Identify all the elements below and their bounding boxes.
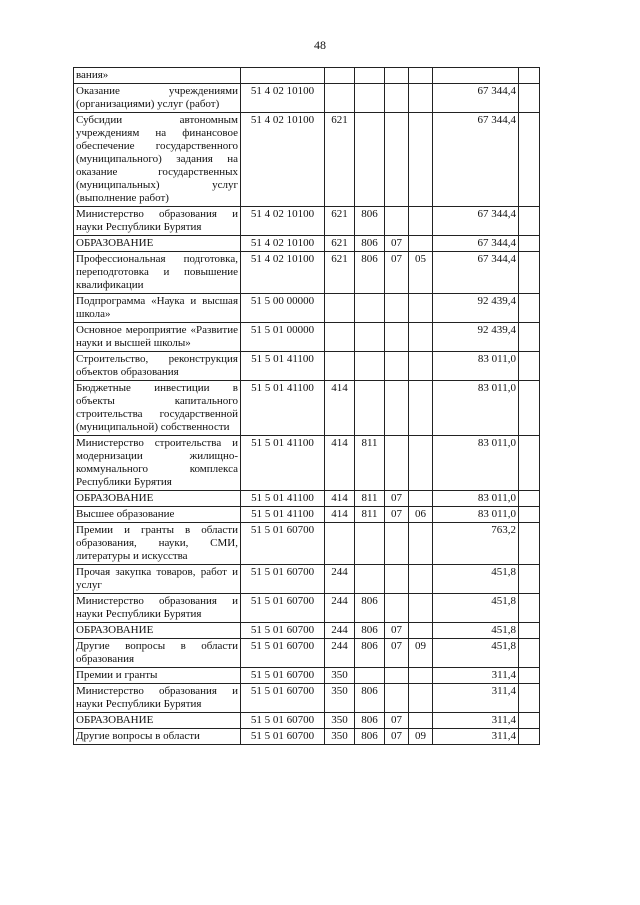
expense-type-code-cell: 414 <box>325 507 355 523</box>
table-row <box>74 84 540 113</box>
ministry-code-cell: 811 <box>355 507 385 523</box>
empty-cell <box>519 207 540 236</box>
empty-cell <box>519 436 540 491</box>
empty-cell <box>519 236 540 252</box>
subsection-code-cell <box>409 352 433 381</box>
section-code-cell: 07 <box>385 236 409 252</box>
empty-cell <box>519 729 540 745</box>
subsection-code-cell <box>409 594 433 623</box>
target-article-code-cell: 51 5 01 60700 <box>241 623 325 639</box>
subsection-code-cell <box>409 491 433 507</box>
table-row <box>74 507 540 523</box>
amount-cell: 83 011,0 <box>433 491 519 507</box>
ministry-code-cell: 806 <box>355 713 385 729</box>
table-row <box>74 594 540 623</box>
table-row <box>74 623 540 639</box>
expense-type-code-cell: 350 <box>325 684 355 713</box>
section-code-cell <box>385 84 409 113</box>
subsection-code-cell <box>409 436 433 491</box>
target-article-code-cell: 51 5 01 60700 <box>241 639 325 668</box>
table-row <box>74 323 540 352</box>
row-name-cell: Другие вопросы в области <box>74 729 241 745</box>
empty-cell <box>519 565 540 594</box>
expense-type-code-cell: 350 <box>325 713 355 729</box>
row-name-cell: Бюджетные инвестиции в объекты капитального строительства государственной (муниципальной) собственности <box>74 381 241 436</box>
amount-cell: 763,2 <box>433 523 519 565</box>
subsection-code-cell <box>409 381 433 436</box>
ministry-code-cell <box>355 113 385 207</box>
amount-cell: 451,8 <box>433 594 519 623</box>
amount-cell: 67 344,4 <box>433 207 519 236</box>
section-code-cell: 07 <box>385 507 409 523</box>
section-code-cell: 07 <box>385 491 409 507</box>
empty-cell <box>519 491 540 507</box>
table-row <box>74 68 540 84</box>
amount-cell: 67 344,4 <box>433 236 519 252</box>
section-code-cell <box>385 294 409 323</box>
target-article-code-cell: 51 5 01 60700 <box>241 523 325 565</box>
row-name-cell: Профессиональная подготовка, переподготовка и повышение квалификации <box>74 252 241 294</box>
row-name-cell: Прочая закупка товаров, работ и услуг <box>74 565 241 594</box>
section-code-cell <box>385 594 409 623</box>
ministry-code-cell <box>355 84 385 113</box>
table-row <box>74 236 540 252</box>
table-row <box>74 113 540 207</box>
row-name-cell: ОБРАЗОВАНИЕ <box>74 236 241 252</box>
row-name-cell: ОБРАЗОВАНИЕ <box>74 713 241 729</box>
empty-cell <box>519 507 540 523</box>
expense-type-code-cell: 414 <box>325 436 355 491</box>
empty-cell <box>519 381 540 436</box>
subsection-code-cell <box>409 684 433 713</box>
amount-cell: 83 011,0 <box>433 352 519 381</box>
target-article-code-cell: 51 4 02 10100 <box>241 236 325 252</box>
amount-cell: 83 011,0 <box>433 436 519 491</box>
target-article-code-cell: 51 5 01 60700 <box>241 729 325 745</box>
empty-cell <box>519 594 540 623</box>
expense-type-code-cell: 621 <box>325 236 355 252</box>
row-name-cell: Подпрограмма «Наука и высшая школа» <box>74 294 241 323</box>
subsection-code-cell <box>409 623 433 639</box>
amount-cell: 83 011,0 <box>433 381 519 436</box>
section-code-cell <box>385 684 409 713</box>
expense-type-code-cell: 621 <box>325 113 355 207</box>
expense-type-code-cell: 244 <box>325 594 355 623</box>
ministry-code-cell: 806 <box>355 729 385 745</box>
table-row <box>74 252 540 294</box>
row-name-cell: ОБРАЗОВАНИЕ <box>74 623 241 639</box>
row-name-cell: Министерство образования и науки Республики Бурятия <box>74 594 241 623</box>
subsection-code-cell <box>409 323 433 352</box>
ministry-code-cell: 806 <box>355 594 385 623</box>
target-article-code-cell: 51 5 01 41100 <box>241 436 325 491</box>
subsection-code-cell <box>409 84 433 113</box>
expense-type-code-cell <box>325 523 355 565</box>
amount-cell: 67 344,4 <box>433 113 519 207</box>
target-article-code-cell: 51 5 01 60700 <box>241 713 325 729</box>
ministry-code-cell <box>355 323 385 352</box>
target-article-code-cell: 51 5 01 41100 <box>241 381 325 436</box>
section-code-cell: 07 <box>385 252 409 294</box>
target-article-code-cell: 51 4 02 10100 <box>241 207 325 236</box>
row-name-cell: Основное мероприятие «Развитие науки и высшей школы» <box>74 323 241 352</box>
empty-cell <box>519 294 540 323</box>
empty-cell <box>519 68 540 84</box>
empty-cell <box>519 684 540 713</box>
target-article-code-cell: 51 5 00 00000 <box>241 294 325 323</box>
subsection-code-cell <box>409 236 433 252</box>
ministry-code-cell: 806 <box>355 623 385 639</box>
section-code-cell <box>385 523 409 565</box>
ministry-code-cell <box>355 523 385 565</box>
target-article-code-cell: 51 5 01 41100 <box>241 491 325 507</box>
target-article-code-cell: 51 5 01 41100 <box>241 507 325 523</box>
row-name-cell: Оказание учреждениями (организациями) услуг (работ) <box>74 84 241 113</box>
empty-cell <box>519 523 540 565</box>
empty-cell <box>519 323 540 352</box>
ministry-code-cell: 806 <box>355 236 385 252</box>
target-article-code-cell: 51 4 02 10100 <box>241 252 325 294</box>
empty-cell <box>519 113 540 207</box>
section-code-cell: 07 <box>385 713 409 729</box>
table-row <box>74 729 540 745</box>
subsection-code-cell <box>409 565 433 594</box>
amount-cell: 451,8 <box>433 565 519 594</box>
ministry-code-cell <box>355 352 385 381</box>
table-row <box>74 207 540 236</box>
ministry-code-cell <box>355 565 385 594</box>
amount-cell: 311,4 <box>433 729 519 745</box>
amount-cell: 311,4 <box>433 713 519 729</box>
subsection-code-cell: 09 <box>409 639 433 668</box>
amount-cell: 311,4 <box>433 684 519 713</box>
table-row <box>74 352 540 381</box>
subsection-code-cell <box>409 294 433 323</box>
target-article-code-cell: 51 5 01 60700 <box>241 565 325 594</box>
expense-type-code-cell: 350 <box>325 668 355 684</box>
table-row <box>74 565 540 594</box>
subsection-code-cell <box>409 713 433 729</box>
amount-cell: 67 344,4 <box>433 252 519 294</box>
row-name-cell: Высшее образование <box>74 507 241 523</box>
empty-cell <box>519 252 540 294</box>
section-code-cell <box>385 381 409 436</box>
row-name-cell: Другие вопросы в области образования <box>74 639 241 668</box>
table-row <box>74 523 540 565</box>
expense-type-code-cell: 350 <box>325 729 355 745</box>
row-name-cell: Строительство, реконструкция объектов образования <box>74 352 241 381</box>
section-code-cell: 07 <box>385 623 409 639</box>
table-row <box>74 436 540 491</box>
target-article-code-cell: 51 5 01 60700 <box>241 668 325 684</box>
target-article-code-cell: 51 5 01 60700 <box>241 684 325 713</box>
row-name-cell: ОБРАЗОВАНИЕ <box>74 491 241 507</box>
ministry-code-cell: 811 <box>355 491 385 507</box>
ministry-code-cell <box>355 68 385 84</box>
target-article-code-cell: 51 5 01 00000 <box>241 323 325 352</box>
table-row <box>74 668 540 684</box>
expense-type-code-cell: 621 <box>325 252 355 294</box>
ministry-code-cell <box>355 668 385 684</box>
ministry-code-cell: 806 <box>355 207 385 236</box>
target-article-code-cell: 51 4 02 10100 <box>241 113 325 207</box>
empty-cell <box>519 668 540 684</box>
target-article-code-cell: 51 5 01 41100 <box>241 352 325 381</box>
table-row <box>74 381 540 436</box>
subsection-code-cell: 06 <box>409 507 433 523</box>
expense-type-code-cell: 244 <box>325 565 355 594</box>
target-article-code-cell: 51 4 02 10100 <box>241 84 325 113</box>
section-code-cell <box>385 436 409 491</box>
budget-table <box>73 67 540 745</box>
expense-type-code-cell <box>325 323 355 352</box>
table-row <box>74 713 540 729</box>
subsection-code-cell <box>409 207 433 236</box>
ministry-code-cell: 806 <box>355 684 385 713</box>
section-code-cell <box>385 565 409 594</box>
section-code-cell <box>385 352 409 381</box>
table-row <box>74 684 540 713</box>
row-name-cell: вания» <box>74 68 241 84</box>
subsection-code-cell: 05 <box>409 252 433 294</box>
table-row <box>74 639 540 668</box>
amount-cell: 451,8 <box>433 639 519 668</box>
ministry-code-cell: 811 <box>355 436 385 491</box>
row-name-cell: Субсидии автономным учреждениям на финансовое обеспечение государственного (муниципального) задания на оказание государственных (муниципальных) услуг (выполнение работ) <box>74 113 241 207</box>
table-body <box>74 68 540 745</box>
section-code-cell: 07 <box>385 729 409 745</box>
subsection-code-cell <box>409 68 433 84</box>
empty-cell <box>519 639 540 668</box>
ministry-code-cell <box>355 381 385 436</box>
expense-type-code-cell <box>325 294 355 323</box>
section-code-cell <box>385 668 409 684</box>
amount-cell: 451,8 <box>433 623 519 639</box>
ministry-code-cell <box>355 294 385 323</box>
ministry-code-cell: 806 <box>355 252 385 294</box>
expense-type-code-cell <box>325 84 355 113</box>
subsection-code-cell <box>409 668 433 684</box>
row-name-cell: Министерство образования и науки Республики Бурятия <box>74 207 241 236</box>
table-row <box>74 294 540 323</box>
table-row <box>74 491 540 507</box>
row-name-cell: Премии и гранты <box>74 668 241 684</box>
expense-type-code-cell: 621 <box>325 207 355 236</box>
row-name-cell: Министерство строительства и модернизации жилищно-коммунального комплекса Республики Бурятия <box>74 436 241 491</box>
expense-type-code-cell: 244 <box>325 639 355 668</box>
empty-cell <box>519 713 540 729</box>
amount-cell <box>433 68 519 84</box>
target-article-code-cell <box>241 68 325 84</box>
row-name-cell: Премии и гранты в области образования, науки, СМИ, литературы и искусства <box>74 523 241 565</box>
empty-cell <box>519 623 540 639</box>
section-code-cell <box>385 207 409 236</box>
expense-type-code-cell <box>325 68 355 84</box>
expense-type-code-cell: 244 <box>325 623 355 639</box>
subsection-code-cell: 09 <box>409 729 433 745</box>
section-code-cell <box>385 113 409 207</box>
empty-cell <box>519 84 540 113</box>
section-code-cell <box>385 323 409 352</box>
ministry-code-cell: 806 <box>355 639 385 668</box>
amount-cell: 92 439,4 <box>433 294 519 323</box>
expense-type-code-cell: 414 <box>325 491 355 507</box>
target-article-code-cell: 51 5 01 60700 <box>241 594 325 623</box>
amount-cell: 67 344,4 <box>433 84 519 113</box>
empty-cell <box>519 352 540 381</box>
section-code-cell: 07 <box>385 639 409 668</box>
expense-type-code-cell: 414 <box>325 381 355 436</box>
amount-cell: 311,4 <box>433 668 519 684</box>
subsection-code-cell <box>409 113 433 207</box>
amount-cell: 83 011,0 <box>433 507 519 523</box>
page-number: 48 <box>314 38 326 52</box>
expense-type-code-cell <box>325 352 355 381</box>
subsection-code-cell <box>409 523 433 565</box>
amount-cell: 92 439,4 <box>433 323 519 352</box>
section-code-cell <box>385 68 409 84</box>
row-name-cell: Министерство образования и науки Республики Бурятия <box>74 684 241 713</box>
